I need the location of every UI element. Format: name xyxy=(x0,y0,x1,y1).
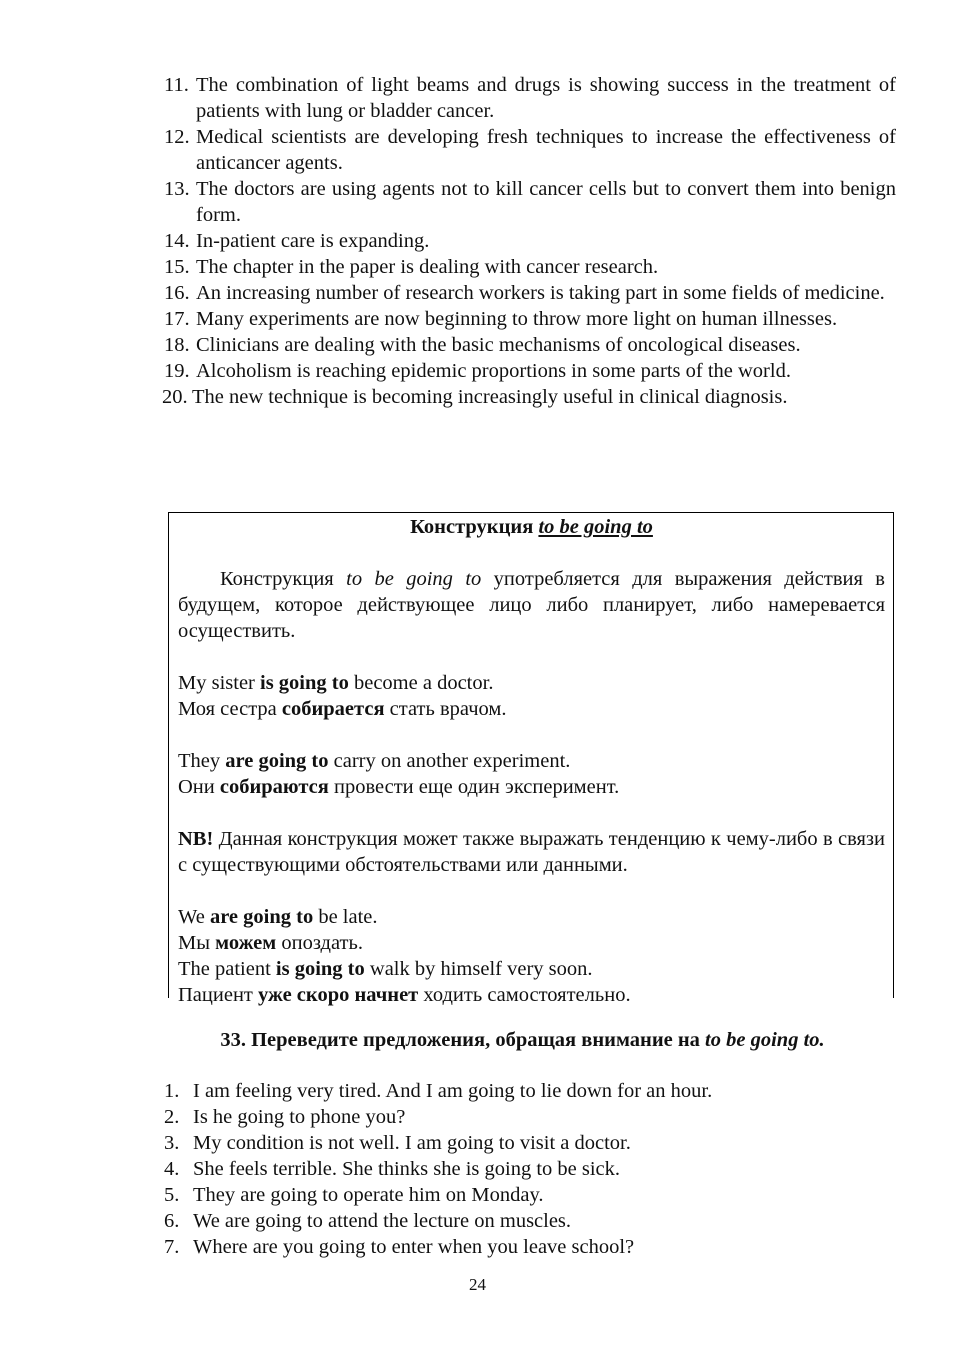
list-item xyxy=(164,306,896,332)
example-russian: Мы можем опоздать. xyxy=(178,932,363,954)
item-text: An increasing number of research workers is taking part in some fields of medicine. xyxy=(196,282,885,304)
example-russian: Пациент уже скоро начнет ходить самостоятельно. xyxy=(178,984,631,1006)
page-number: 24 xyxy=(469,1275,486,1294)
example-english: They are going to carry on another experiment. xyxy=(178,750,571,772)
example-russian: Они собираются провести еще один эксперимент. xyxy=(178,776,620,798)
rule-explanation: Конструкция to be going to употребляется для выражения действия в будущем, которое действующее лицо либо планирует, либо намеревается осуществить. xyxy=(178,568,885,642)
list-item xyxy=(164,254,896,280)
item-text: Clinicians are dealing with the basic mechanisms of oncological diseases. xyxy=(196,334,801,356)
item-number: 1. xyxy=(164,1080,180,1102)
item-number: 4. xyxy=(164,1158,180,1180)
item-number: 19. xyxy=(164,360,190,382)
item-number: 20. xyxy=(162,386,188,408)
item-text: I am feeling very tired. And I am going to lie down for an hour. xyxy=(193,1080,713,1102)
item-text: They are going to operate him on Monday. xyxy=(193,1184,544,1206)
item-text: The combination of light beams and drugs is showing success in the treatment of patients with lung or bladder cancer. xyxy=(196,74,896,122)
list-item xyxy=(164,72,896,124)
list-item xyxy=(164,1234,864,1260)
rule-box-title: Конструкция to be going to xyxy=(410,516,653,538)
item-number: 13. xyxy=(164,178,190,200)
list-item xyxy=(164,1104,864,1130)
item-number: 3. xyxy=(164,1132,180,1154)
item-text: The chapter in the paper is dealing with cancer research. xyxy=(196,256,659,278)
exercise-sentence-list xyxy=(164,1078,864,1260)
list-item xyxy=(164,384,896,410)
list-item xyxy=(164,280,896,306)
item-number: 17. xyxy=(164,308,190,330)
nb-label: NB! xyxy=(178,828,214,850)
item-text: Alcoholism is reaching epidemic proportions in some parts of the world. xyxy=(196,360,791,382)
item-text: We are going to attend the lecture on muscles. xyxy=(193,1210,572,1232)
item-number: 7. xyxy=(164,1236,180,1258)
list-item xyxy=(164,1130,864,1156)
list-item xyxy=(164,176,896,228)
item-number: 11. xyxy=(164,74,189,96)
example-russian: Моя сестра собирается стать врачом. xyxy=(178,698,507,720)
item-text: Medical scientists are developing fresh techniques to increase the effectiveness of anticancer agents. xyxy=(196,126,896,174)
grammar-rule-box xyxy=(168,512,894,1006)
item-text: In-patient care is expanding. xyxy=(196,230,430,252)
list-item xyxy=(164,124,896,176)
example-english: The patient is going to walk by himself very soon. xyxy=(178,958,593,980)
item-text: My condition is not well. I am going to visit a doctor. xyxy=(193,1132,631,1154)
list-item xyxy=(164,228,896,254)
item-text: She feels terrible. She thinks she is going to be sick. xyxy=(193,1158,621,1180)
item-number: 6. xyxy=(164,1210,180,1232)
example-english: My sister is going to become a doctor. xyxy=(178,672,494,694)
list-item xyxy=(164,1182,864,1208)
item-number: 5. xyxy=(164,1184,180,1206)
list-item xyxy=(164,1208,864,1234)
list-item xyxy=(164,1078,864,1104)
item-text: The doctors are using agents not to kill cancer cells but to convert them into benign form. xyxy=(196,178,896,226)
item-number: 12. xyxy=(164,126,190,148)
exercise-heading-emphasis: to be going to. xyxy=(705,1029,825,1051)
item-number: 15. xyxy=(164,256,190,278)
list-item xyxy=(164,1156,864,1182)
nb-note: NB! Данная конструкция может также выражать тенденцию к чему-либо в связи с существующими обстоятельствами или данными. xyxy=(178,828,885,876)
item-number: 14. xyxy=(164,230,190,252)
item-text: The new technique is becoming increasingly useful in clinical diagnosis. xyxy=(192,386,788,408)
item-number: 2. xyxy=(164,1106,180,1128)
exercise-heading: 33. Переведите предложения, обращая внимание на to be going to. xyxy=(220,1029,825,1051)
example-english: We are going to be late. xyxy=(178,906,378,928)
sentence-list-continued xyxy=(164,72,896,410)
list-item xyxy=(164,332,896,358)
item-number: 16. xyxy=(164,282,190,304)
rule-title-emphasis: to be going to xyxy=(538,516,653,538)
list-item xyxy=(164,358,896,384)
item-number: 18. xyxy=(164,334,190,356)
item-text: Many experiments are now beginning to throw more light on human illnesses. xyxy=(196,308,838,330)
item-text: Where are you going to enter when you leave school? xyxy=(193,1236,635,1258)
item-text: Is he going to phone you? xyxy=(193,1106,406,1128)
